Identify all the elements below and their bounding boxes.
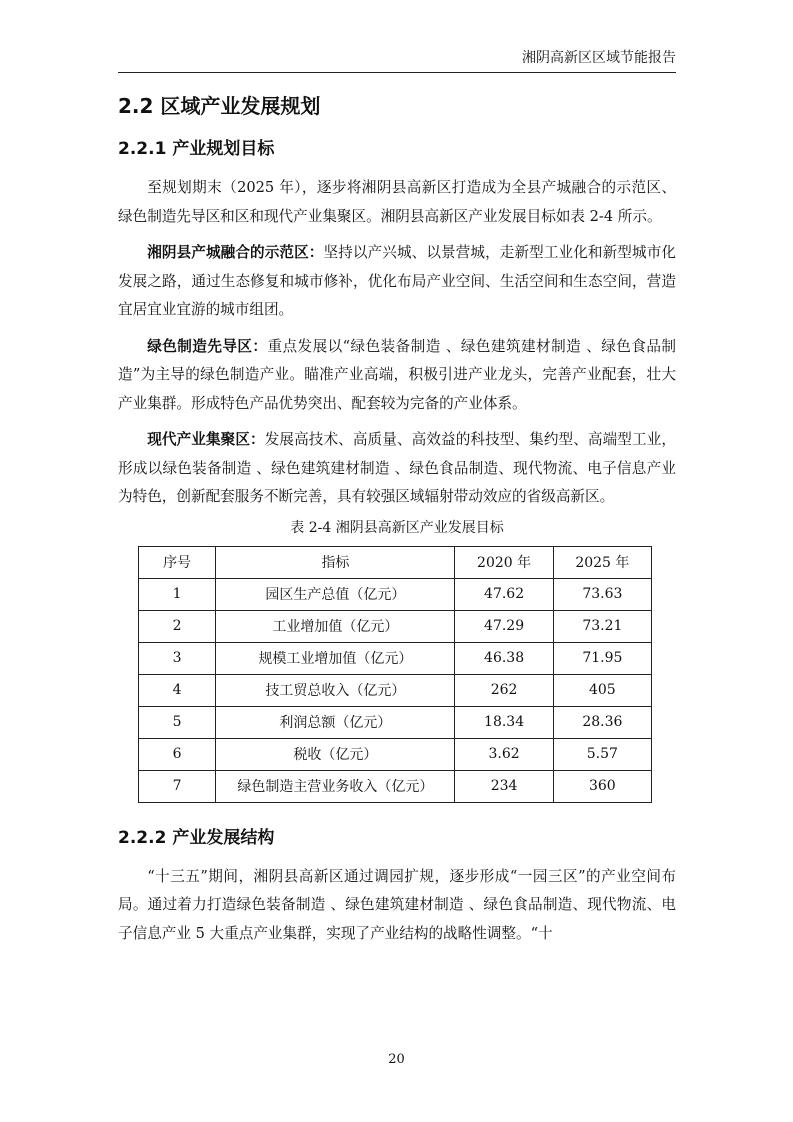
- header-cell-2020: 2020 年: [455, 546, 553, 578]
- table-header-row: [139, 546, 652, 578]
- table-cell: 234: [455, 770, 553, 802]
- table-row: [139, 706, 652, 738]
- table-cell: 28.36: [553, 706, 651, 738]
- table-cell: 71.95: [553, 642, 651, 674]
- table-cell: 工业增加值（亿元）: [216, 610, 455, 642]
- table-cell: 3.62: [455, 738, 553, 770]
- goal-paragraph-demo-zone: [118, 239, 676, 325]
- document-body: [118, 90, 676, 948]
- goal-paragraph-green-manufacturing: [118, 333, 676, 419]
- structure-paragraph: “十三五”期间，湘阴县高新区通过调园扩规，逐步形成“一园三区”的产业空间布局。通过着力打造绿色装备制造 、绿色建筑建材制造 、绿色食品制造、现代物流、电子信息产业 5 大重点产业集群，实现了产业结构的战略性调整。“十: [118, 867, 676, 942]
- table-cell: 规模工业增加值（亿元）: [216, 642, 455, 674]
- table-cell: 4: [139, 674, 216, 706]
- goal-text-industry-cluster: 发展高技术、高质量、高效益的科技型、集约型、高端型工业，形成以绿色装备制造 、绿色建筑建材制造 、绿色食品制造、现代物流、电子信息产业为特色，创新配套服务不断完善，具有较强区域辐射带动效应的省级高新区。: [118, 431, 676, 505]
- table-row: [139, 578, 652, 610]
- industry-goals-table: [138, 546, 652, 803]
- table-cell: 6: [139, 738, 216, 770]
- table-cell: 2: [139, 610, 216, 642]
- subsection-title-industry-goals: 2.2.1 产业规划目标: [118, 139, 275, 159]
- table-cell: 73.21: [553, 610, 651, 642]
- table-row: [139, 610, 652, 642]
- subsection-title-industry-structure: 2.2.2 产业发展结构: [118, 827, 275, 848]
- table-cell: 47.62: [455, 578, 553, 610]
- header-cell-indicator: 指标: [216, 546, 455, 578]
- goal-text-green-manufacturing: 重点发展以“绿色装备制造 、绿色建筑建材制造 、绿色食品制造”为主导的绿色制造产业。瞄准产业高端，积极引进产业龙头，完善产业配套，壮大产业集群。形成特色产品优势突出、配套较为完备的产业体系。: [118, 337, 676, 412]
- table-cell: 5: [139, 706, 216, 738]
- table-cell: 1: [139, 578, 216, 610]
- table-cell: 360: [553, 770, 651, 802]
- table-cell: 405: [553, 674, 651, 706]
- table-cell: 47.29: [455, 610, 553, 642]
- table-cell: 3: [139, 642, 216, 674]
- page-header: [118, 44, 676, 73]
- goal-paragraph-industry-cluster: [118, 426, 676, 512]
- table-row: [139, 674, 652, 706]
- table-cell: 园区生产总值（亿元）: [216, 578, 455, 610]
- table-cell: 税收（亿元）: [216, 738, 455, 770]
- intro-paragraph: 至规划期末（2025 年），逐步将湘阴县高新区打造成为全县产城融合的示范区、绿色制造先导区和区和现代产业集聚区。湘阴县高新区产业发展目标如表 2-4 所示。: [118, 179, 676, 225]
- table-cell: 46.38: [455, 642, 553, 674]
- header-cell-2025: 2025 年: [553, 546, 651, 578]
- table-cell: 18.34: [455, 706, 553, 738]
- table-caption: 表 2-4 湘阴县高新区产业发展目标: [290, 519, 504, 536]
- header-title: 湘阴高新区区域节能报告: [522, 50, 676, 66]
- table-cell: 5.57: [553, 738, 651, 770]
- goal-text-demo-zone: 坚持以产兴城、以景营城，走新型工业化和新型城市化发展之路，通过生态修复和城市修补，优化布局产业空间、生活空间和生态空间，营造宜居宜业宜游的城市组团。: [118, 244, 676, 318]
- table-cell: 技工贸总收入（亿元）: [216, 674, 455, 706]
- table-cell: 73.63: [553, 578, 651, 610]
- goal-lead-industry-cluster: 现代产业集聚区：: [147, 431, 265, 448]
- table-cell: 绿色制造主营业务收入（亿元）: [216, 770, 455, 802]
- table-row: [139, 738, 652, 770]
- section-title: 2.2 区域产业发展规划: [118, 94, 321, 118]
- page-number: 20: [388, 1052, 405, 1067]
- table-cell: 利润总额（亿元）: [216, 706, 455, 738]
- table-row: [139, 642, 652, 674]
- table-cell: 262: [455, 674, 553, 706]
- table-cell: 7: [139, 770, 216, 802]
- goal-lead-green-manufacturing: 绿色制造先导区：: [147, 337, 268, 355]
- table-row: [139, 770, 652, 802]
- goal-lead-demo-zone: 湘阴县产城融合的示范区：: [147, 244, 324, 261]
- header-cell-index: 序号: [139, 546, 216, 578]
